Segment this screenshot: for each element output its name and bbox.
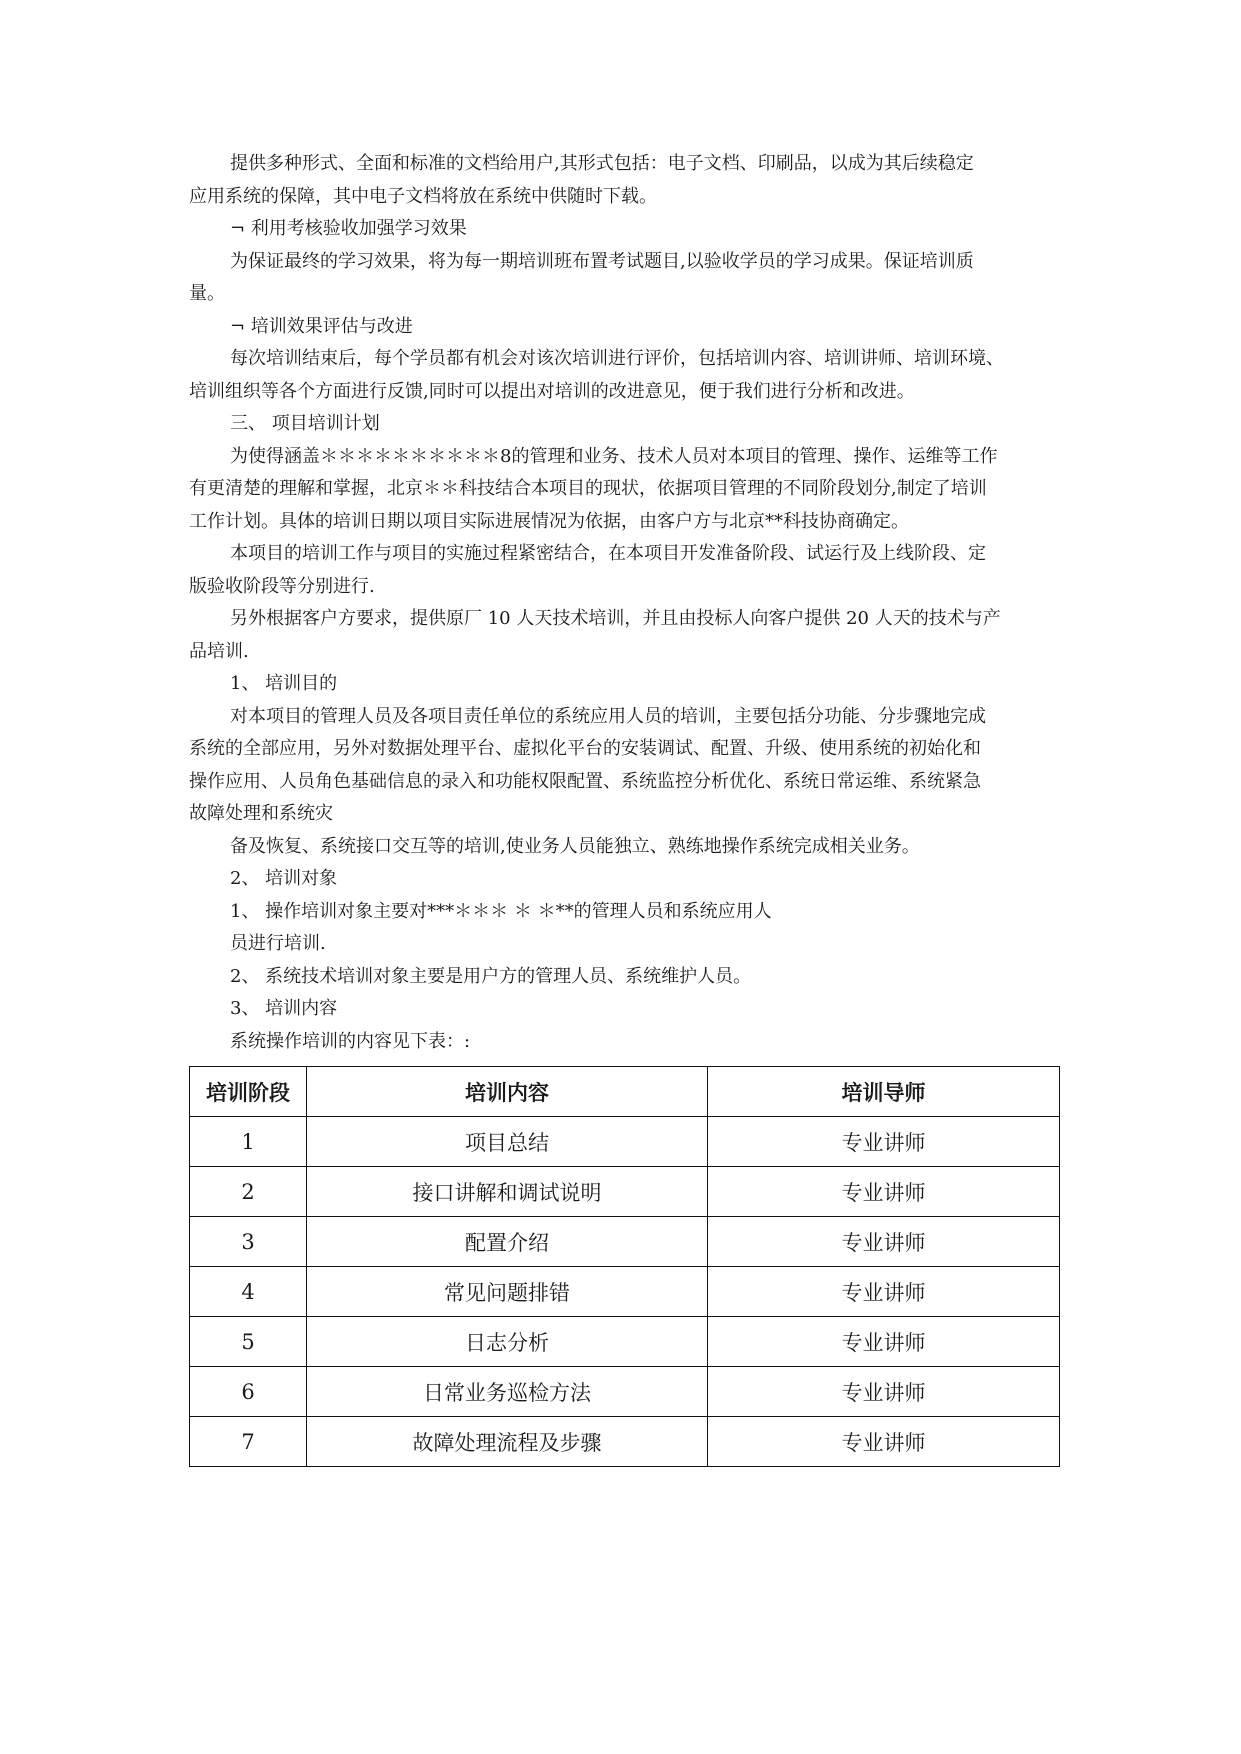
cell-content: 常见问题排错 <box>307 1267 708 1317</box>
cell-stage: 7 <box>190 1417 307 1467</box>
paragraph-line: 另外根据客户方要求，提供原厂 10 人天技术培训，并且由投标人向客户提供 20 人天的技术与产 <box>230 608 1001 629</box>
table-row <box>190 1217 1060 1267</box>
section-heading: 三、 项目培训计划 <box>230 413 380 434</box>
cell-content: 接口讲解和调试说明 <box>307 1167 708 1217</box>
table-header-row <box>190 1067 1060 1117</box>
cell-stage: 2 <box>190 1167 307 1217</box>
paragraph-line: 应用系统的保障，其中电子文档将放在系统中供随时下载。 <box>189 185 657 207</box>
list-item-continued: 员进行培训. <box>230 933 326 954</box>
cell-stage: 1 <box>190 1117 307 1167</box>
paragraph-line: 品培训. <box>189 640 249 662</box>
cell-stage: 6 <box>190 1367 307 1417</box>
list-item: 2、 系统技术培训对象主要是用户方的管理人员、系统维护人员。 <box>230 965 752 987</box>
cell-instructor: 专业讲师 <box>708 1217 1060 1267</box>
training-content-table <box>189 1066 1060 1467</box>
paragraph-line: 故障处理和系统灾 <box>189 803 333 824</box>
table-caption: 系统操作培训的内容见下表：: <box>230 1030 471 1052</box>
table-row <box>190 1167 1060 1217</box>
header-training-content: 培训内容 <box>307 1067 708 1117</box>
subsection-heading: 3、 培训内容 <box>230 998 338 1019</box>
cell-instructor: 专业讲师 <box>708 1267 1060 1317</box>
paragraph-line: 有更清楚的理解和掌握，北京＊＊科技结合本项目的现状，依据项目管理的不同阶段划分,制定了培训 <box>189 478 987 499</box>
table-row <box>190 1317 1060 1367</box>
table-row <box>190 1117 1060 1167</box>
cell-stage: 5 <box>190 1317 307 1367</box>
cell-stage: 4 <box>190 1267 307 1317</box>
cell-stage: 3 <box>190 1217 307 1267</box>
cell-instructor: 专业讲师 <box>708 1417 1060 1467</box>
paragraph-line: 系统的全部应用，另外对数据处理平台、虚拟化平台的安装调试、配置、升级、使用系统的初始化和 <box>189 738 981 759</box>
cell-content: 项目总结 <box>307 1117 708 1167</box>
paragraph-line: 对本项目的管理人员及各项目责任单位的系统应用人员的培训，主要包括分功能、分步骤地完成 <box>230 705 986 727</box>
paragraph-line: 工作计划。具体的培训日期以项目实际进展情况为依据，由客户方与北京**科技协商确定。 <box>189 510 909 532</box>
paragraph-line: 本项目的培训工作与项目的实施过程紧密结合，在本项目开发准备阶段、试运行及上线阶段、定 <box>230 543 986 564</box>
header-training-stage: 培训阶段 <box>190 1067 307 1117</box>
cell-content: 故障处理流程及步骤 <box>307 1417 708 1467</box>
subsection-heading: 1、 培训目的 <box>230 673 338 694</box>
table-row <box>190 1367 1060 1417</box>
cell-instructor: 专业讲师 <box>708 1317 1060 1367</box>
cell-instructor: 专业讲师 <box>708 1167 1060 1217</box>
table-row <box>190 1417 1060 1467</box>
paragraph-line: 版验收阶段等分别进行. <box>189 575 375 597</box>
subsection-heading: 2、 培训对象 <box>230 868 338 889</box>
paragraph-line: 备及恢复、系统接口交互等的培训,使业务人员能独立、熟练地操作系统完成相关业务。 <box>230 835 920 857</box>
cell-content: 日志分析 <box>307 1317 708 1367</box>
paragraph-line: 为使得涵盖＊＊＊＊＊＊＊＊＊＊8的管理和业务、技术人员对本项目的管理、操作、运维等工作 <box>230 445 998 467</box>
paragraph-line: 培训组织等各个方面进行反馈,同时可以提出对培训的改进意见，便于我们进行分析和改进。 <box>189 380 915 402</box>
cell-instructor: 专业讲师 <box>708 1367 1060 1417</box>
paragraph-line: 操作应用、人员角色基础信息的录入和功能权限配置、系统监控分析优化、系统日常运维、系统紧急 <box>189 770 981 792</box>
paragraph-line: 为保证最终的学习效果，将为每一期培训班布置考试题目,以验收学员的学习成果。保证培训质 <box>230 250 974 272</box>
paragraph-line: 提供多种形式、全面和标准的文档给用户,其形式包括：电子文档、印刷品，以成为其后续稳定 <box>230 153 974 174</box>
document-body <box>189 148 1059 1058</box>
cell-instructor: 专业讲师 <box>708 1117 1060 1167</box>
paragraph-line: 每次培训结束后，每个学员都有机会对该次培训进行评价，包括培训内容、培训讲师、培训环境、 <box>230 348 1004 369</box>
bullet-heading: ¬ 培训效果评估与改进 <box>230 315 413 337</box>
header-training-instructor: 培训导师 <box>708 1067 1060 1117</box>
paragraph-line: 量。 <box>189 283 225 304</box>
table-row <box>190 1267 1060 1317</box>
bullet-heading: ¬ 利用考核验收加强学习效果 <box>230 218 467 239</box>
list-item: 1、 操作培训对象主要对***＊＊＊ ＊ ＊**的管理人员和系统应用人 <box>230 900 772 922</box>
cell-content: 日常业务巡检方法 <box>307 1367 708 1417</box>
cell-content: 配置介绍 <box>307 1217 708 1267</box>
